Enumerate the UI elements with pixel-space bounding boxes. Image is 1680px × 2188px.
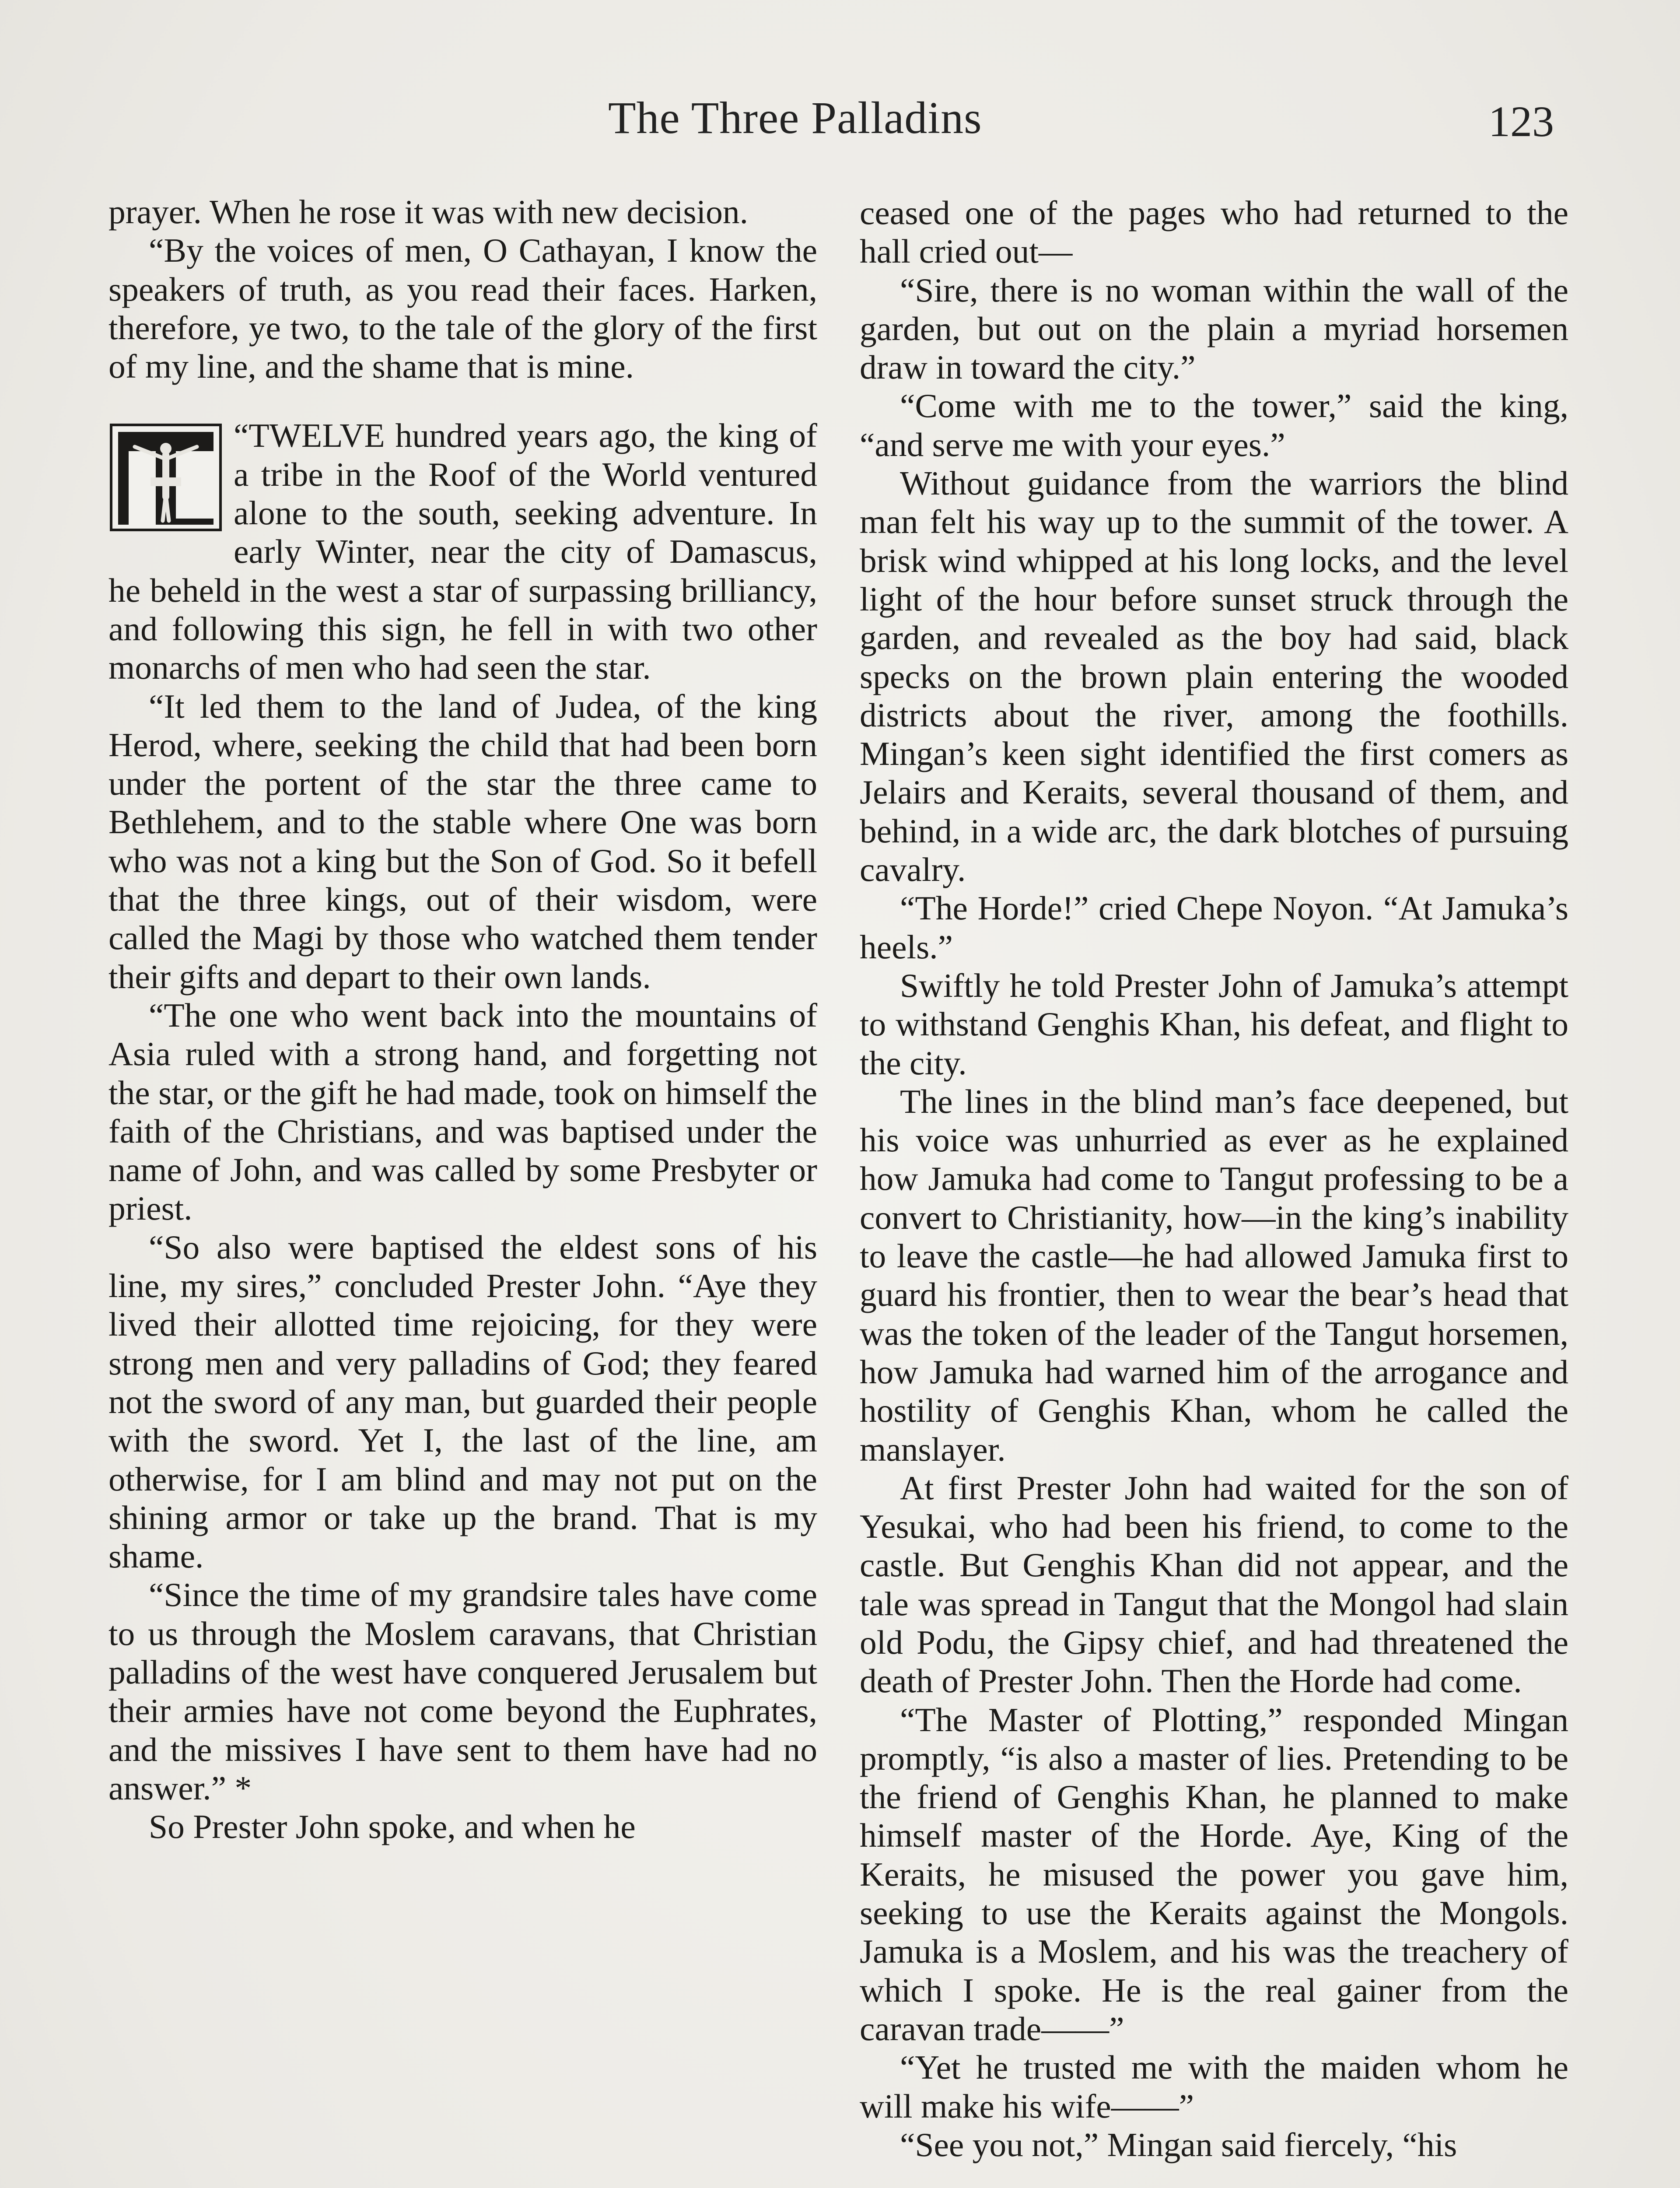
paragraph: Without guidance from the warriors the blind man felt his way up to the summit of the tower. A brisk wind whipped at his long locks, and the level light of the hour before sunset struck through the garden, and revealed as the boy had said, black specks on the brown plain entering the wooded districts about the river, among the foothills. Mingan’s keen sight identified the first comers as Jelairs and Keraits, several thousand of them, and behind, in a wide arc, the dark blotches of pursuing cavalry. [860, 464, 1568, 889]
paragraph: “Sire, there is no woman within the wall of the garden, but out on the plain a myriad horsemen draw in toward the city.” [860, 271, 1568, 386]
crucifix-initial-t-icon [108, 422, 223, 533]
dropcap-paragraph-text: “TWELVE hundred years ago, the king of a tribe in the Roof of the World ventured alone to the south, seeking adventure. In early Winter, near the city of Damascus, he beheld in the west a star of surpassing brilliancy, and following this sign, he fell in with two other monarchs of men who had seen the star. [108, 417, 817, 687]
right-column [860, 193, 1568, 2164]
paragraph: “It led them to the land of Judea, of the king Herod, where, seeking the child that had been born under the portent of the star the three came to Bethlehem, and to the stable where One was born who was not a king but the Son of God. So it befell that the three kings, out of their wisdom, were called the Magi by those who watched them tender their gifts and depart to their own lands. [108, 687, 817, 996]
paragraph: “Since the time of my grandsire tales have come to us through the Moslem caravans, that Christian palladins of the west have conquered Jerusalem but their armies have not come beyond the Euphrates, and the missives I have sent to them have had no answer.” * [108, 1576, 817, 1807]
paragraph: “The Horde!” cried Chepe Noyon. “At Jamuka’s heels.” [860, 889, 1568, 966]
page-number: 123 [1488, 97, 1554, 146]
paragraph: prayer. When he rose it was with new decision. [108, 193, 749, 231]
running-header-title: The Three Palladins [608, 93, 982, 143]
left-column [108, 193, 817, 1846]
paragraph: “So also were baptised the eldest sons of his line, my sires,” concluded Prester John. “Aye they lived their allotted time rejoicing, for they were strong men and very palladins of God; they feared not the sword of any man, but guarded their people with the sword. Yet I, the last of the line, am otherwise, for I am blind and may not put on the shining armor or take up the brand. That is my shame. [108, 1228, 817, 1575]
paragraph: “Yet he trusted me with the maiden whom he will make his wife——” [860, 2048, 1568, 2125]
paragraph: “The Master of Plotting,” responded Mingan promptly, “is also a master of lies. Pretending to be the friend of Genghis Khan, he planned to make himself master of the Horde. Aye, King of the Keraits, he misused the power you gave him, seeking to use the Keraits against the Mongols. Jamuka is a Moslem, and his was the treachery of which I spoke. He is the real gainer from the caravan trade——” [860, 1701, 1568, 2048]
paragraph: At first Prester John had waited for the son of Yesukai, who had been his friend, to come to the castle. But Genghis Khan did not appear, and the tale was spread in Tangut that the Mongol had slain old Podu, the Gipsy chief, and had threatened the death of Prester John. Then the Horde had come. [860, 1469, 1568, 1700]
dropcap-paragraph [108, 416, 817, 687]
paragraph: “The one who went back into the mountains of Asia ruled with a strong hand, and forgetting not the star, or the gift he had made, took on himself the faith of the Christians, and was baptised under the name of John, and was called by some Presbyter or priest. [108, 996, 817, 1227]
paragraph: “By the voices of men, O Cathayan, I know the speakers of truth, as you read their faces. Harken, therefore, ye two, to the tale of the glory of the first of my line, and the shame that is mine. [108, 231, 817, 386]
paragraph: ceased one of the pages who had returned to the hall cried out— [860, 194, 1568, 270]
paragraph: Swiftly he told Prester John of Jamuka’s attempt to withstand Genghis Khan, his defeat, and flight to the city. [860, 966, 1568, 1082]
paragraph: So Prester John spoke, and when he [149, 1808, 636, 1846]
paragraph: “See you not,” Mingan said fiercely, “his [900, 2125, 1457, 2163]
paragraph: “Come with me to the tower,” said the king, “and serve me with your eyes.” [860, 387, 1568, 463]
paragraph: The lines in the blind man’s face deepened, but his voice was unhurried as ever as he explained how Jamuka had come to Tangut professing to be a convert to Christianity, how—in the king’s inability to leave the castle—he had allowed Jamuka first to guard his frontier, then to wear the bear’s head that was the token of the leader of the Tangut horsemen, how Jamuka had warned him of the arrogance and hostility of Genghis Khan, whom he called the manslayer. [860, 1082, 1568, 1468]
